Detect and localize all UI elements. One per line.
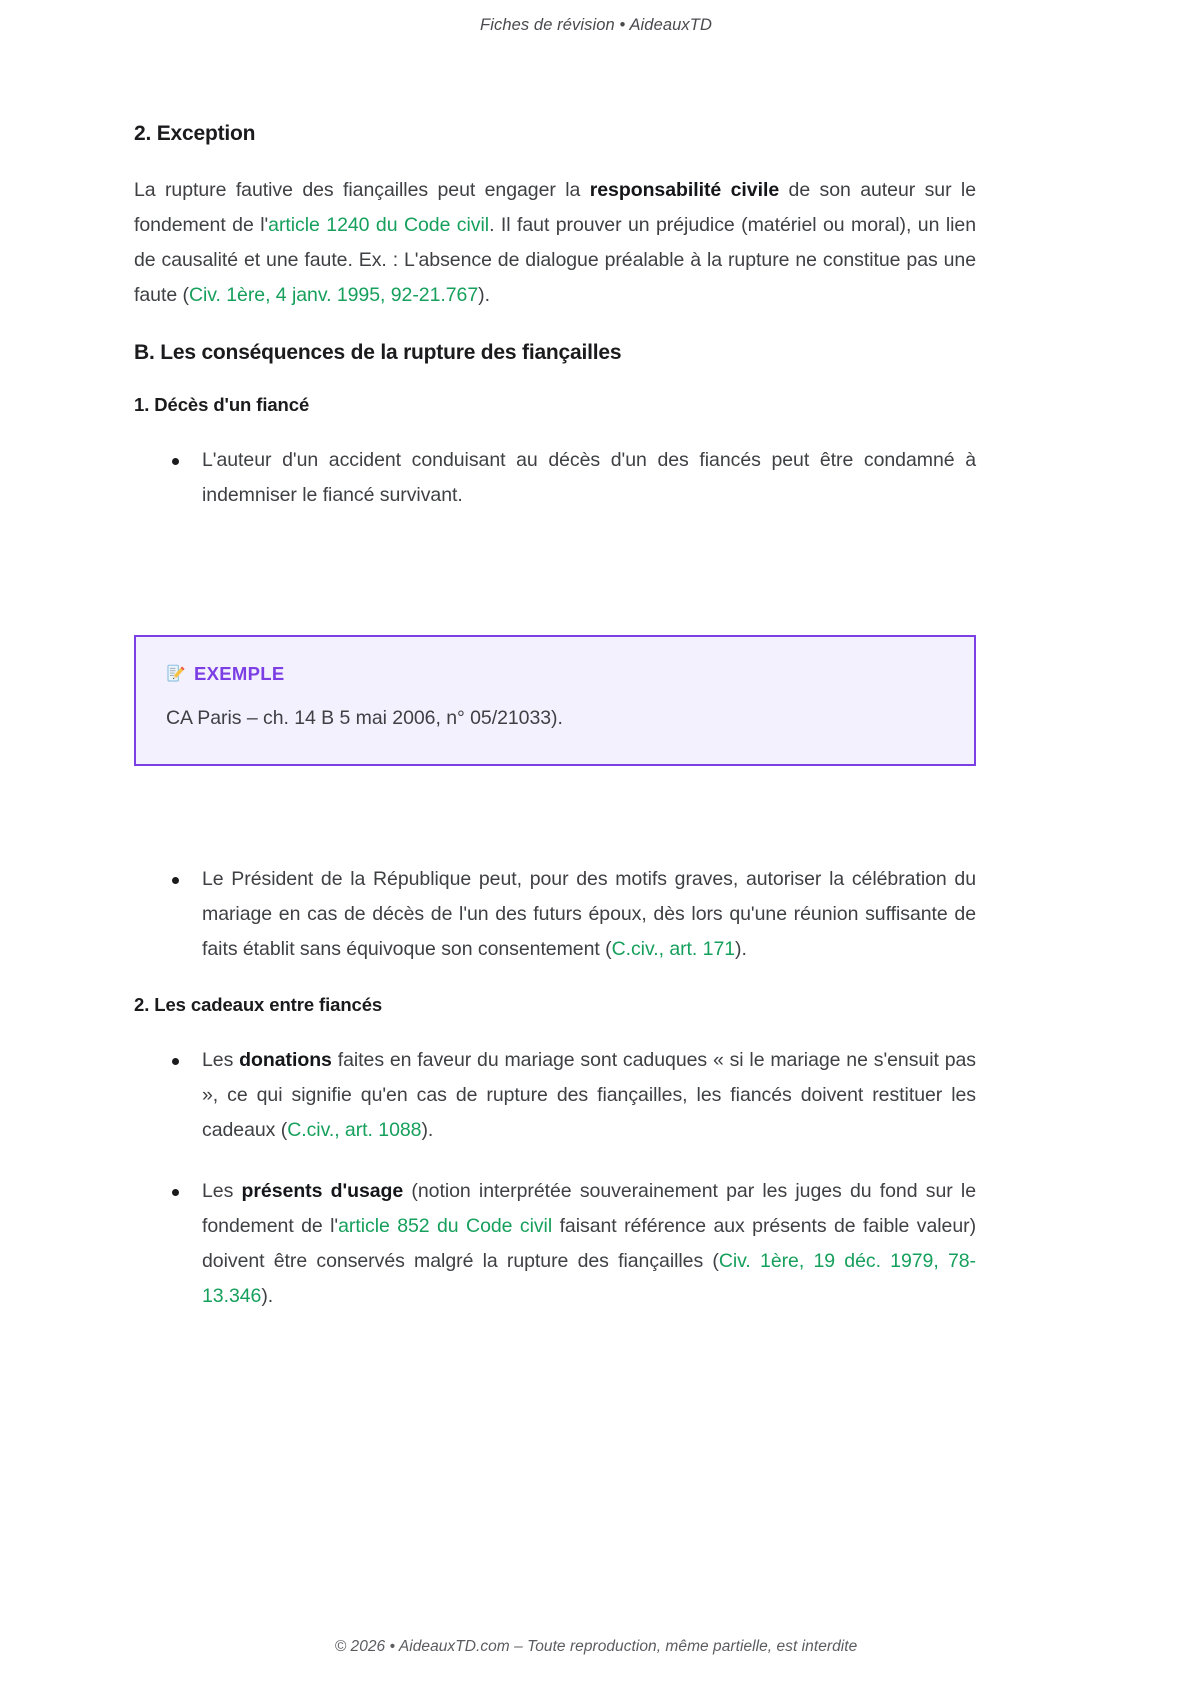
- list-item: [134, 862, 976, 967]
- list-item: L'auteur d'un accident conduisant au décès d'un des fiancés peut être condamné à indemniser le fiancé survivant.: [134, 443, 976, 513]
- running-head: Fiches de révision • AideauxTD: [480, 16, 712, 34]
- text-segment: Les: [202, 1048, 240, 1071]
- heading-consequences: B. Les conséquences de la rupture des fiançailles: [134, 341, 622, 365]
- callout-header: [166, 663, 944, 685]
- callout-exemple: [134, 635, 976, 766]
- bold-donations: donations: [239, 1048, 332, 1071]
- link-civ-1ere-1995[interactable]: Civ. 1ère, 4 janv. 1995, 92-21.767: [188, 284, 479, 307]
- memo-pencil-icon: [166, 664, 185, 684]
- list-deces: [134, 443, 976, 513]
- spacer: [134, 766, 976, 862]
- link-cciv-art-171[interactable]: C.civ., art. 171: [611, 937, 736, 960]
- link-article-852[interactable]: article 852 du Code civil: [338, 1214, 553, 1237]
- bold-presents-usage: présents d'usage: [241, 1179, 404, 1202]
- text-segment: ).: [421, 1118, 434, 1141]
- text-segment: (notion interprétée souverainement par les juges du fond sur le fondement de l': [202, 1179, 976, 1237]
- text-segment: Les: [202, 1179, 242, 1202]
- text-segment: . Il faut prouver un préjudice (matériel ou moral), un lien de causalité et une faute. Ex. : L'absence de dialogue préalable à la rupture ne constitue pas une faute (: [134, 214, 976, 307]
- callout-label: EXEMPLE: [194, 662, 285, 684]
- heading-cadeaux: 2. Les cadeaux entre fiancés: [134, 993, 383, 1015]
- text-segment: de son auteur sur le fondement de l': [134, 179, 976, 237]
- list-item: [134, 1174, 976, 1314]
- link-cciv-art-1088[interactable]: C.civ., art. 1088: [287, 1118, 422, 1141]
- document-content: [134, 120, 976, 1340]
- callout-body: CA Paris – ch. 14 B 5 mai 2006, n° 05/21033).: [166, 706, 563, 729]
- text-segment: ).: [478, 284, 490, 307]
- list-cadeaux: [134, 1043, 976, 1314]
- spacer: [134, 539, 976, 635]
- link-civ-1ere-1979[interactable]: Civ. 1ère, 19 déc. 1979, 78-13.346: [202, 1249, 976, 1307]
- heading-exception: 2. Exception: [134, 122, 256, 145]
- list-president-republique: [134, 862, 976, 967]
- heading-deces-fiance: 1. Décès d'un fiancé: [134, 393, 310, 415]
- list-item: [134, 1043, 976, 1148]
- link-article-1240[interactable]: article 1240 du Code civil: [268, 214, 490, 237]
- text-segment: ).: [735, 937, 747, 960]
- text-segment: La rupture fautive des fiançailles peut engager la: [134, 179, 590, 202]
- text-segment: ).: [261, 1284, 274, 1307]
- bold-responsabilite-civile: responsabilité civile: [589, 179, 780, 202]
- text-segment: faites en faveur du mariage sont caduques « si le mariage ne s'ensuit pas », ce qui signifie qu'en cas de rupture des fiançailles, les fiancés doivent restituer les cadeaux (: [202, 1048, 976, 1141]
- text-segment: faisant référence aux présents de faible valeur) doivent être conservés malgré la rupture des fiançailles (: [202, 1214, 977, 1272]
- text-segment: Le Président de la République peut, pour des motifs graves, autoriser la célébration du mariage en cas de décès de l'un des futurs époux, dès lors qu'une réunion suffisante de faits établit sans équivoque son consentement (: [202, 867, 976, 960]
- page-footer: © 2026 • AideauxTD.com – Toute reproduction, même partielle, est interdite: [334, 1638, 858, 1655]
- paragraph-exception: [134, 173, 976, 313]
